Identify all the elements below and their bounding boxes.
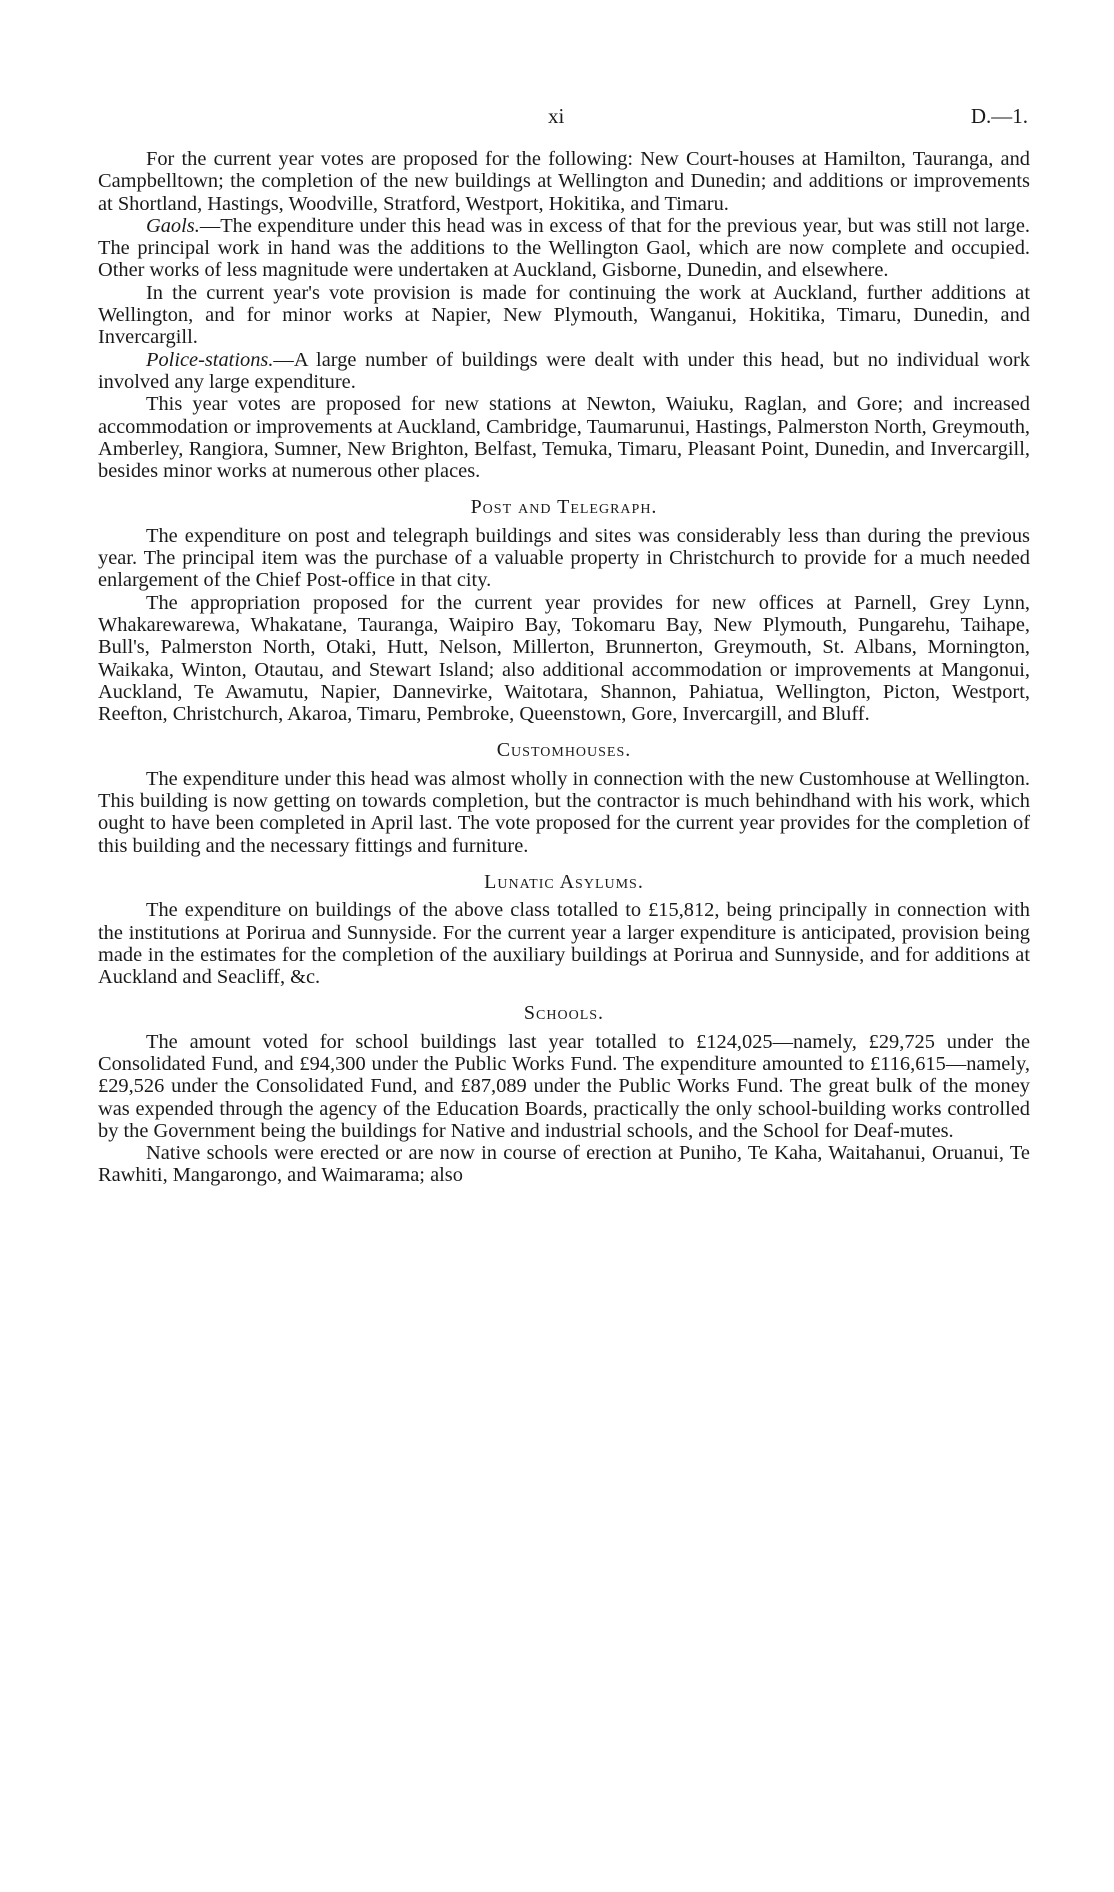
paragraph-text: —The expenditure under this head was in excess of that for the previous year, but was still not large. The principal work in hand was the additions to the Wellington Gaol, which are now complete and occupied. Other works of less magnitude were undertaken at Auckland, Gisborne, Dunedin, and elsewhere. [98,214,1030,282]
paragraph [98,525,1030,592]
page-number: xi [548,104,565,128]
section-heading: Customhouses. [496,739,632,762]
paragraph-text: The expenditure on buildings of the above class totalled to £15,812, being principally in connection with the institutions at Porirua and Sunnyside. For the current year a larger expenditure is anticipated, provision being made in the estimates for the completion of the auxiliary buildings at Porirua and Sunnyside, and for additions at Auckland and Seacliff, &c. [98,899,1030,989]
paragraph-text: The appropriation proposed for the current year provides for new offices at Parnell, Grey Lynn, Whakarewarewa, Whakatane, Tauranga, Waipiro Bay, Tokomaru Bay, New Plymouth, Pungarehu, Taihape, Bull's, Palmerston North, Otaki, Hutt, Nelson, Millerton, Brunnerton, Greymouth, St. Albans, Mornington, Waikaka, Winton, Otautau, and Stewart Island; also additional accommodation or improvements at Mangonui, Auckland, Te Awamutu, Napier, Dannevirke, Waitotara, Shannon, Pahiatua, Wellington, Picton, Westport, Reefton, Christchurch, Akaroa, Timaru, Pembroke, Queenstown, Gore, Invercargill, and Bluff. [98,591,1030,726]
paragraph-text: The expenditure on post and telegraph buildings and sites was considerably less than during the previous year. The principal item was the purchase of a valuable property in Christchurch to provide for a much needed enlargement of the Chief Post-office in that city. [98,524,1030,592]
section-heading: Lunatic Asylums. [484,870,644,893]
document-reference: D.—1. [970,104,1028,128]
paragraph [98,768,1030,857]
paragraph-text: For the current year votes are proposed for the following: New Court-houses at Hamilton, Tauranga, and Campbelltown; the completion of the new buildings at Wellington and Dunedin; and additions or improvements at Shortland, Hastings, Woodville, Stratford, Westport, Hokitika, and Timaru. [98,148,1030,215]
paragraph [98,349,1030,394]
paragraph-text: In the current year's vote provision is made for continuing the work at Auckland, further additions at Wellington, and for minor works at Napier, New Plymouth, Wanganui, Hokitika, Timaru, Dunedin, and Invercargill. [98,281,1030,349]
section-heading: Schools. [523,1002,605,1025]
paragraph-text: This year votes are proposed for new stations at Newton, Waiuku, Raglan, and Gore; and increased accommodation or improvements at Auckland, Cambridge, Taumarunui, Hastings, Palmerston North, Greymouth, Amberley, Rangiora, Sumner, New Brighton, Belfast, Temuka, Timaru, Pleasant Point, Dunedin, and Invercargill, besides minor works at numerous other places. [98,393,1030,483]
paragraph-lead: Police-stations. [146,348,274,371]
paragraph [98,215,1030,282]
paragraph [98,899,1030,988]
paragraph [98,592,1030,726]
paragraph [98,148,1030,215]
paragraph [98,1142,1030,1187]
paragraph-text: Native schools were erected or are now in course of erection at Puniho, Te Kaha, Waitahanui, Oruanui, Te Rawhiti, Mangarongo, and Waimarama; also [98,1142,1030,1187]
paragraph-text: —A large number of buildings were dealt with under this head, but no individual work involved any large expenditure. [98,348,1030,393]
paragraph [98,1031,1030,1142]
page-header [0,104,1114,134]
document-body [98,148,1030,1187]
section-heading: Post and Telegraph. [470,496,658,519]
paragraph-text: The amount voted for school buildings last year totalled to £124,025—namely, £29,725 under the Consolidated Fund, and £94,300 under the Public Works Fund. The expenditure amounted to £116,615—namely, £29,526 under the Consolidated Fund, and £87,089 under the Public Works Fund. The great bulk of the money was expended through the agency of the Education Boards, practically the only school-building works controlled by the Government being the buildings for Native and industrial schools, and the School for Deaf-mutes. [98,1030,1030,1142]
paragraph [98,393,1030,482]
paragraph-lead: Gaols. [146,214,200,237]
paragraph [98,282,1030,349]
paragraph-text: The expenditure under this head was almost wholly in connection with the new Customhouse at Wellington. This building is now getting on towards completion, but the contractor is much behindhand with his work, which ought to have been completed in April last. The vote proposed for the current year provides for the completion of this building and the necessary fittings and furniture. [98,767,1030,857]
